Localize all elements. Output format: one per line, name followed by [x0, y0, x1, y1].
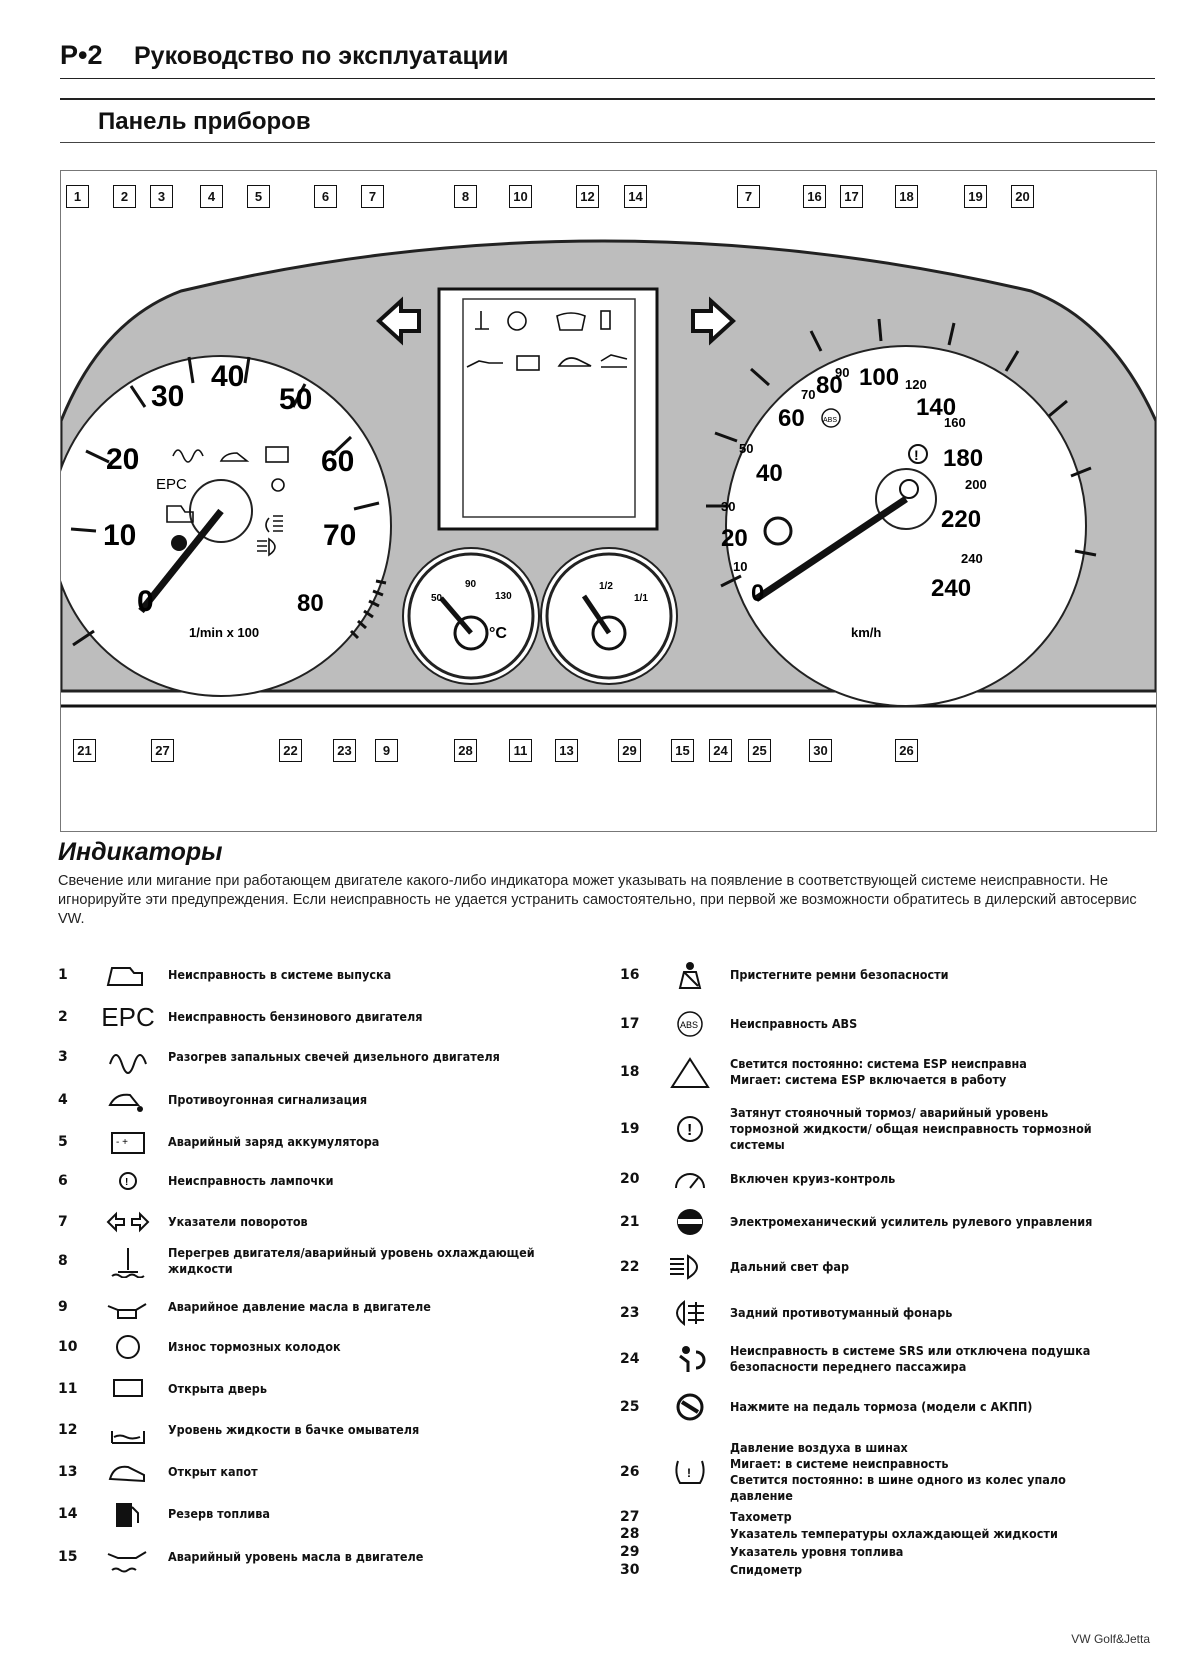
legend-number: 6: [58, 1173, 68, 1189]
legend-text: Указатели поворотов: [168, 1214, 308, 1229]
legend-text: Включен круиз-контроль: [730, 1171, 896, 1186]
callout-4: 4: [200, 185, 223, 208]
legend-number: 5: [58, 1134, 68, 1150]
glow-plug-icon: [88, 1040, 168, 1074]
tire-pressure-icon: [650, 1455, 730, 1489]
svg-text:50: 50: [739, 441, 754, 456]
rear-fog-icon: [650, 1296, 730, 1330]
callout-29: 29: [618, 739, 641, 762]
svg-text:- +: - +: [116, 1137, 128, 1148]
legend-text: Разогрев запальных свечей дизельного двигателя: [168, 1049, 500, 1064]
legend-item-14: [58, 1497, 548, 1531]
callout-20: 20: [1011, 185, 1034, 208]
legend-item-12: [58, 1413, 548, 1447]
svg-text:1/min x 100: 1/min x 100: [189, 625, 260, 640]
legend-text: Аварийное давление масла в двигателе: [168, 1299, 431, 1314]
callout-22: 22: [279, 739, 302, 762]
legend-number: 13: [58, 1464, 78, 1480]
svg-text:90: 90: [465, 579, 477, 590]
legend-item-1: [58, 958, 548, 992]
legend-text: Неисправность лампочки: [168, 1173, 334, 1188]
legend-item-2: [58, 1000, 548, 1034]
legend-number: 10: [58, 1339, 78, 1355]
callout-26: 26: [895, 739, 918, 762]
legend-item-5: [58, 1125, 548, 1159]
svg-text:EPC: EPC: [156, 476, 187, 493]
svg-text:160: 160: [944, 415, 966, 430]
svg-text:60: 60: [321, 445, 355, 478]
steering-icon: [650, 1205, 730, 1239]
legend-number: 2: [58, 1009, 68, 1025]
empty-icon-slot: [650, 1553, 730, 1587]
legend-item-16: [620, 958, 1110, 992]
svg-text:30: 30: [151, 380, 185, 413]
legend-text: Затянут стояночный тормоз/ аварийный уровень тормозной жидкости/ общая неисправность тормозной системы: [730, 1105, 1092, 1152]
legend-number: 30: [620, 1562, 640, 1578]
abs-icon: [650, 1007, 730, 1041]
car-key-icon: [88, 1083, 168, 1117]
legend-item-23: [620, 1296, 1110, 1330]
svg-text:120: 120: [905, 377, 927, 392]
legend-item-19: [620, 1105, 1110, 1153]
callout-7-right: 7: [737, 185, 760, 208]
legend-text: Пристегните ремни безопасности: [730, 967, 949, 982]
callout-17: 17: [840, 185, 863, 208]
callout-27: 27: [151, 739, 174, 762]
legend-item-4: [58, 1083, 548, 1117]
svg-text:140: 140: [916, 394, 957, 421]
callout-10: 10: [509, 185, 532, 208]
callout-12: 12: [576, 185, 599, 208]
coolant-icon: [88, 1244, 168, 1278]
instrument-cluster-drawing: [61, 171, 1156, 831]
battery-icon: [88, 1125, 168, 1159]
legend-number: 22: [620, 1259, 640, 1275]
svg-text:70: 70: [323, 519, 357, 552]
airbag-icon: [650, 1342, 730, 1376]
svg-text:ABS: ABS: [823, 417, 838, 424]
legend-number: 8: [58, 1253, 68, 1269]
legend-number: 26: [620, 1464, 640, 1480]
svg-text:90: 90: [835, 365, 850, 380]
hood-open-icon: [88, 1455, 168, 1489]
footer-brand: VW Golf&Jetta: [1071, 1632, 1150, 1646]
indicators-description: Свечение или мигание при работающем двигателе какого-либо индикатора может указывать на появление в соответствующей системе неисправности. Не игнорируйте эти предупреждения. Если неисправность не удается устранить самостоятельно, при первой же возможности обратитесь в дилерский автосервис VW.: [58, 873, 1137, 927]
callout-1: 1: [66, 185, 89, 208]
legend-text: Электромеханический усилитель рулевого управления: [730, 1214, 1093, 1229]
fuel-pump-icon: [88, 1497, 168, 1531]
legend-text: Износ тормозных колодок: [168, 1339, 341, 1354]
page-header: [60, 40, 1155, 79]
svg-text:20: 20: [106, 443, 140, 476]
callout-9: 9: [375, 739, 398, 762]
legend-text: Давление воздуха в шинах Мигает: в системе неисправность Светится постоянно: в шине одного из колес упало давление: [730, 1440, 1066, 1503]
bulb-icon: [88, 1164, 168, 1198]
svg-text:60: 60: [778, 405, 805, 432]
legend-number: 28: [620, 1526, 640, 1542]
legend-number: 16: [620, 967, 640, 983]
brake-warning-icon: [650, 1112, 730, 1146]
legend-item-15: [58, 1540, 548, 1574]
svg-text:240: 240: [961, 551, 983, 566]
esp-icon: [650, 1055, 730, 1089]
epc-icon: EPC: [101, 1001, 155, 1032]
legend-text: Аварийный уровень масла в двигателе: [168, 1549, 424, 1564]
svg-text:0: 0: [137, 585, 154, 618]
svg-text:°C: °C: [489, 625, 507, 642]
svg-text:20: 20: [721, 525, 748, 552]
legend-text: Уровень жидкости в бачке омывателя: [168, 1422, 420, 1437]
legend-text: Нажмите на педаль тормоза (модели с АКПП): [730, 1399, 1033, 1414]
legend-number: 18: [620, 1064, 640, 1080]
svg-text:km/h: km/h: [851, 625, 882, 640]
legend-text: Указатель температуры охлаждающей жидкости: [730, 1526, 1058, 1541]
svg-text:10: 10: [103, 519, 137, 552]
indicators-heading: Индикаторы: [58, 838, 223, 866]
legend-number: 25: [620, 1399, 640, 1415]
callout-25: 25: [748, 739, 771, 762]
callout-13: 13: [555, 739, 578, 762]
legend-number: 9: [58, 1299, 68, 1315]
legend-item-3: [58, 1040, 548, 1074]
svg-text:180: 180: [943, 445, 984, 472]
svg-text:30: 30: [721, 499, 736, 514]
callout-7-left: 7: [361, 185, 384, 208]
svg-text:1/1: 1/1: [634, 593, 648, 604]
svg-text:1/2: 1/2: [599, 581, 613, 592]
legend-number: 3: [58, 1049, 68, 1065]
legend-number: 20: [620, 1171, 640, 1187]
legend-text: Неисправность бензинового двигателя: [168, 1009, 423, 1024]
legend-number: 11: [58, 1381, 78, 1397]
legend-number: 19: [620, 1121, 640, 1137]
svg-text:40: 40: [756, 460, 783, 487]
legend-item-7: [58, 1205, 548, 1239]
callout-18: 18: [895, 185, 918, 208]
callout-14: 14: [624, 185, 647, 208]
callout-21: 21: [73, 739, 96, 762]
svg-text:0: 0: [751, 580, 765, 607]
svg-text:50: 50: [279, 383, 313, 416]
legend-text: Светится постоянно: система ESP неисправна Мигает: система ESP включается в работу: [730, 1056, 1027, 1087]
legend-number: 27: [620, 1509, 640, 1525]
legend-text: Открыт капот: [168, 1464, 258, 1479]
legend-text: Спидометр: [730, 1562, 803, 1577]
legend-number: 21: [620, 1214, 640, 1230]
legend-text: Неисправность в системе SRS или отключена подушка безопасности переднего пассажира: [730, 1343, 1091, 1374]
callout-6: 6: [314, 185, 337, 208]
svg-text:70: 70: [801, 387, 816, 402]
high-beam-icon: [650, 1250, 730, 1284]
legend-text: Неисправность в системе выпуска: [168, 967, 392, 982]
legend-text: Аварийный заряд аккумулятора: [168, 1134, 380, 1149]
legend-number: 17: [620, 1016, 640, 1032]
page-title: Руководство по эксплуатации: [134, 42, 509, 70]
svg-text:200: 200: [965, 477, 987, 492]
legend-number: 14: [58, 1506, 78, 1522]
brake-pedal-icon: [650, 1390, 730, 1424]
legend-item-20: [620, 1162, 1110, 1196]
washer-fluid-icon: [88, 1413, 168, 1447]
callout-5: 5: [247, 185, 270, 208]
svg-text:130: 130: [495, 591, 512, 602]
svg-text:80: 80: [816, 372, 843, 399]
callout-2: 2: [113, 185, 136, 208]
legend-text: Задний противотуманный фонарь: [730, 1305, 953, 1320]
legend-text: Противоугонная сигнализация: [168, 1092, 368, 1107]
legend-text: Перегрев двигателя/аварийный уровень охлаждающей жидкости: [168, 1245, 535, 1276]
legend-item-26: [620, 1440, 1110, 1504]
callout-15: 15: [671, 739, 694, 762]
legend-item-18: [620, 1055, 1110, 1089]
legend-number: 7: [58, 1214, 68, 1230]
svg-text:!: !: [125, 1177, 129, 1188]
legend-item-10: [58, 1330, 548, 1364]
door-open-icon: [88, 1372, 168, 1406]
svg-text:ABS: ABS: [680, 1020, 699, 1030]
legend-text: Открыта дверь: [168, 1381, 267, 1396]
section-header: [60, 98, 1155, 143]
callout-3: 3: [150, 185, 173, 208]
page-number: P•2: [60, 40, 103, 70]
svg-text:!: !: [914, 447, 919, 463]
svg-text:!: !: [687, 1466, 691, 1480]
callout-11: 11: [509, 739, 532, 762]
legend-number: 29: [620, 1544, 640, 1560]
svg-text:220: 220: [941, 506, 982, 533]
engine-icon: [88, 958, 168, 992]
svg-text:!: !: [687, 1122, 693, 1139]
callout-16: 16: [803, 185, 826, 208]
callout-23: 23: [333, 739, 356, 762]
legend-number: 1: [58, 967, 68, 983]
legend-number: 24: [620, 1351, 640, 1367]
section-title: Панель приборов: [98, 108, 311, 135]
legend-item-17: [620, 1007, 1110, 1041]
seatbelt-icon: [650, 958, 730, 992]
legend-item-30: [620, 1553, 1110, 1587]
legend-number: 23: [620, 1305, 640, 1321]
callout-30: 30: [809, 739, 832, 762]
legend-number: 4: [58, 1092, 68, 1108]
callout-24: 24: [709, 739, 732, 762]
svg-text:80: 80: [297, 590, 324, 617]
legend-item-21: [620, 1205, 1110, 1239]
legend-item-22: [620, 1250, 1110, 1284]
legend-item-6: [58, 1164, 548, 1198]
legend-item-8: [58, 1244, 548, 1278]
callout-28: 28: [454, 739, 477, 762]
callout-19: 19: [964, 185, 987, 208]
oil-can-icon: [88, 1290, 168, 1324]
svg-text:10: 10: [733, 559, 748, 574]
turn-arrows-icon: [88, 1205, 168, 1239]
callout-8: 8: [454, 185, 477, 208]
legend-text: Указатель уровня топлива: [730, 1544, 904, 1559]
legend-item-25: [620, 1390, 1110, 1424]
legend-number: 15: [58, 1549, 78, 1565]
legend-item-11: [58, 1372, 548, 1406]
legend-item-13: [58, 1455, 548, 1489]
legend-number: 12: [58, 1422, 78, 1438]
legend-text: Неисправность ABS: [730, 1016, 858, 1031]
instrument-panel-figure: [60, 170, 1157, 832]
legend-text: Дальний свет фар: [730, 1259, 850, 1274]
legend-text: Резерв топлива: [168, 1506, 270, 1521]
svg-text:40: 40: [211, 360, 245, 393]
cruise-icon: [650, 1162, 730, 1196]
svg-text:50: 50: [431, 593, 443, 604]
oil-level-icon: [88, 1540, 168, 1574]
legend-item-9: [58, 1290, 548, 1324]
brake-pad-icon: [88, 1330, 168, 1364]
svg-text:100: 100: [859, 364, 900, 391]
legend-item-24: [620, 1342, 1110, 1376]
legend-text: Тахометр: [730, 1509, 792, 1524]
svg-text:240: 240: [931, 575, 972, 602]
